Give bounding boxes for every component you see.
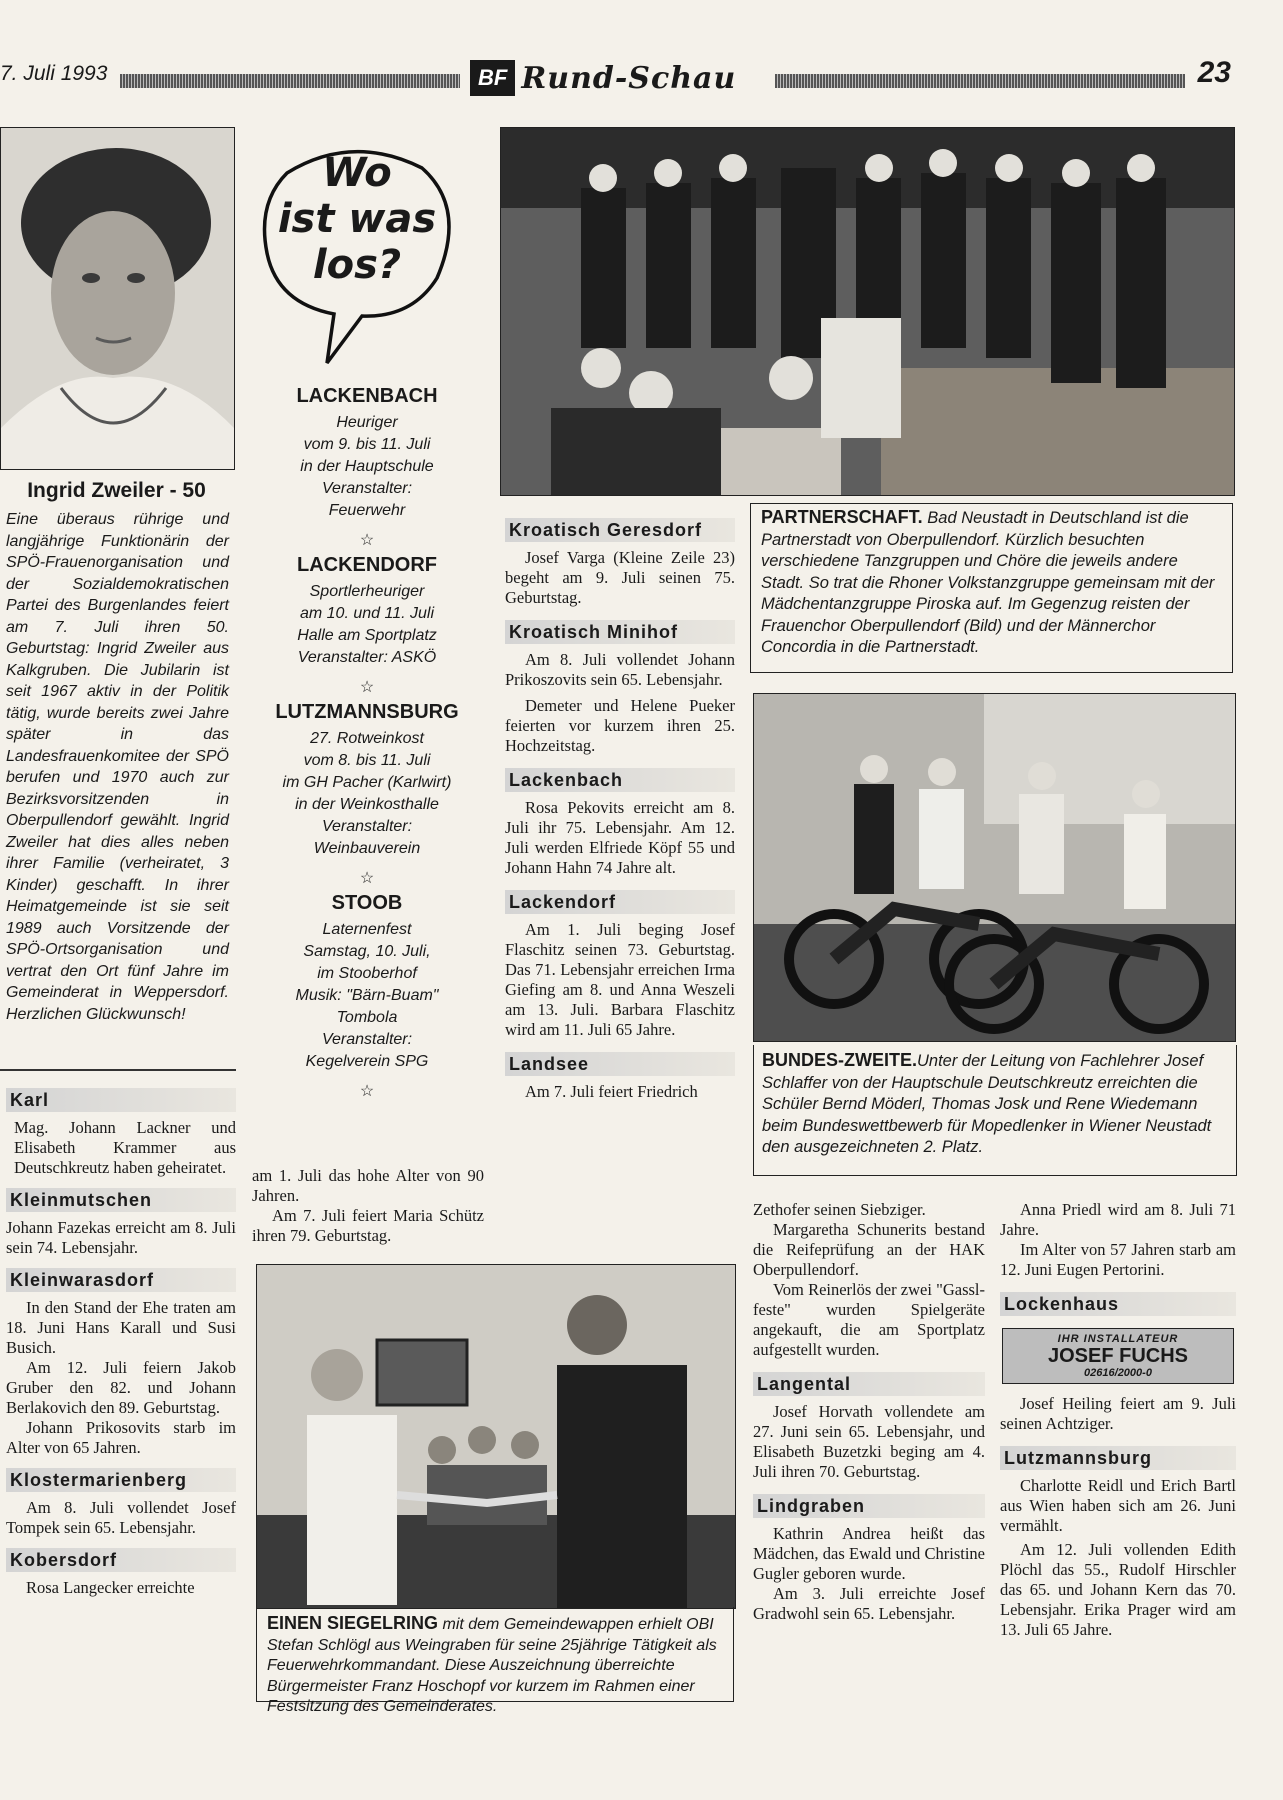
header-rule-left	[120, 74, 460, 88]
section-head-lockenhaus	[1000, 1292, 1236, 1316]
section-head-lutzmannsburg	[1000, 1446, 1236, 1470]
section-title: Klostermarienberg	[10, 1470, 188, 1490]
section-title: Lockenhaus	[1004, 1294, 1120, 1314]
portrait-photo	[0, 127, 235, 470]
event-line: im GH Pacher (Karlwirt)	[282, 774, 452, 791]
event-town: STOOB	[331, 892, 403, 914]
event-line: Halle am Sportplatz	[297, 627, 437, 644]
event-line: Musik: "Bärn-Buam"	[295, 987, 439, 1004]
news-item: Johann Fazekas erreicht am 8. Juli sein 74. Lebensjahr.	[6, 1218, 236, 1257]
event-line: Veranstalter:	[321, 1031, 413, 1048]
news-item: Mag. Johann Lackner und Elisabeth Krammer aus Deutschkreutz haben geheiratet.	[14, 1118, 236, 1177]
news-item: Josef Varga (Kleine Zeile 23) begeht am 9. Juli seinen 75. Geburtstag.	[505, 548, 735, 607]
section-head-lackenbach	[505, 768, 735, 792]
section-title: Kleinmutschen	[10, 1190, 153, 1210]
news-item: Josef Heiling feiert am 9. Juli seinen Achtziger.	[1000, 1394, 1236, 1433]
ad-phone: 02616/2000-0	[1084, 1367, 1152, 1379]
event-line: Weinbauverein	[313, 840, 421, 857]
section-title: Landsee	[509, 1054, 590, 1074]
section-head-lindgraben	[753, 1494, 985, 1518]
section-title: Kroatisch Geresdorf	[509, 520, 703, 540]
news-item: Johann Prikosovits starb im Alter von 65 Jahren.	[6, 1418, 236, 1457]
siegelring-caption	[267, 1613, 723, 1718]
event-line: im Stooberhof	[317, 965, 417, 982]
section-head-kroatisch-geresdorf	[505, 518, 735, 542]
portrait-caption-text: Eine überaus rührige und langjährige Funktionärin der SPÖ-Frauenorganisation und der Sozialdemokratischen Partei des Burgenlandes feiert am 7. Juli ihren 50. Geburtstag: Ingrid Zweiler aus Kalkgruben. Die Jubilarin ist seit 1967 aktiv in der Politik tätig, wurde bereits zwei Jahre später in das Landesfrauenkomitee der SPÖ berufen und 1970 auch zur Bezirksvorsitzenden in Oberpullendorf gewählt. Ingrid Zweiler hat dies alles neben ihrer Familie (verheiratet, 3 Kinder) geschafft. In ihrer Heimatgemeinde ist sie seit 1989 auch Vorsitzende der SPÖ-Ortsorganisation und vertrat den Ort fünf Jahre im Gemeinderat in Weppersdorf. Herzlichen Glückwunsch!	[6, 511, 229, 1023]
event-line: Kegelverein SPG	[305, 1053, 429, 1070]
event-line: in der Hauptschule	[300, 458, 434, 475]
event-line: Veranstalter: ASKÖ	[297, 649, 437, 666]
news-item: Am 1. Juli beging Josef Flaschitz seinen 73. Geburtstag. Das 71. Lebensjahr erreichen Irma Giefing am 8. und Anna Weszeli am 13. Juli. Barbara Flaschitz wird am 11. Juli 65 Jahre.	[505, 920, 735, 1039]
star-separator: ☆	[359, 870, 375, 887]
news-item: Kathrin Andrea heißt das Mädchen, das Ewald und Christine Gugler geboren wurde.	[753, 1524, 985, 1583]
event-line: 27. Rotweinkost	[310, 730, 424, 747]
section-title: Karl	[10, 1090, 50, 1110]
section-title: Langental	[757, 1374, 852, 1394]
event-town: LACKENDORF	[297, 554, 437, 576]
portrait-caption-title: Ingrid Zweiler - 50	[27, 479, 206, 502]
section-title: Lackendorf	[509, 892, 617, 912]
event-line: in der Weinkosthalle	[295, 796, 439, 813]
news-item: Im Alter von 57 Jahren starb am 12. Juni Eugen Pertorini.	[1000, 1240, 1236, 1279]
section-title: Kleinwarasdorf	[10, 1270, 155, 1290]
event-line: Feuerwehr	[328, 502, 406, 519]
siegelring-caption-text: mit dem Gemeindewappen erhielt OBI Stefan Schlögl aus Weingraben für seine 25jährige Tätigkeit als Feuerwehrkommandant. Diese Auszeichnung überreichte Bürgermeister Franz Hoschopf vor kurzem im Rahmen einer Festsitzung des Gemeinderates.	[267, 1616, 717, 1715]
event-line: Laternenfest	[322, 921, 412, 938]
news-item: Am 7. Juli feiert Maria Schütz ihren 79. Geburtstag.	[252, 1206, 484, 1245]
news-item: Charlotte Reidl und Erich Bartl aus Wien haben sich am 26. Juni vermählt.	[1000, 1476, 1236, 1535]
news-item: Am 7. Juli feiert Friedrich	[525, 1082, 698, 1101]
news-item: Rosa Langecker erreichte	[26, 1578, 195, 1597]
speech-bubble	[252, 138, 457, 378]
bundes-caption-text: Unter der Leitung von Fachlehrer Josef Schlaffer von der Hauptschule Deutschkreutz erreichten die Schüler Bernd Möderl, Thomas Josk und Rene Wiedemann beim Bundeswettbewerb für Mopedlenker in Wiener Neustadt den ausgezeichneten 2. Platz.	[762, 1052, 1212, 1156]
siegelring-photo	[256, 1264, 736, 1609]
masthead-title: Rund-Schau	[521, 60, 737, 96]
header-rule-right	[775, 74, 1185, 88]
partner-caption-text: Bad Neustadt in Deutschland ist die Partnerstadt von Oberpullendorf. Kürzlich besuchten verschiedene Tanzgruppen und Chöre die jeweils andere Stadt. So trat die Rhoner Volkstanzgruppe gemeinsam mit der Mädchentanzgruppe Piroska auf. Im Gegenzug reisten der Frauenchor Oberpullendorf (Bild) und der Männerchor Concordia in die Partnerstadt.	[761, 509, 1215, 656]
event-town: LUTZMANNSBURG	[275, 701, 459, 723]
event-details	[252, 919, 482, 1073]
partner-caption-box	[750, 503, 1233, 673]
event-line: am 10. und 11. Juli	[299, 605, 434, 622]
section-title: Kobersdorf	[10, 1550, 118, 1570]
news-item: Josef Horvath vollendete am 27. Juni sein 65. Lebensjahr, und Elisabeth Buzetzki beging am 4. Juli ihren 70. Geburtstag.	[753, 1402, 985, 1481]
section-head-klostermarienberg	[6, 1468, 236, 1492]
bubble-line-3: los?	[312, 242, 402, 288]
news-item: Am 12. Juli feiern Jakob Gruber den 82. und Johann Berlakovich den 89. Geburtstag.	[6, 1358, 236, 1417]
events-list	[252, 385, 482, 1105]
section-title: Lackenbach	[509, 770, 624, 790]
section-title: Lutzmannsburg	[1004, 1448, 1152, 1468]
events-col-continued	[252, 1166, 484, 1246]
event-line: Veranstalter:	[321, 818, 413, 835]
bubble-line-2: ist was	[277, 196, 437, 242]
star-separator: ☆	[359, 532, 375, 549]
event-details	[252, 412, 482, 522]
col5-news	[1000, 1200, 1236, 1640]
news-item: Margaretha Schunerits bestand die Reifeprüfung an der HAK Oberpullendorf.	[753, 1220, 985, 1279]
section-head-kleinwarasdorf	[6, 1268, 236, 1292]
bubble-line-1: Wo	[322, 150, 392, 196]
news-item: Am 3. Juli erreichte Josef Gradwohl sein 65. Lebensjahr.	[753, 1584, 985, 1623]
news-item: Vom Reinerlös der zwei "Gasslfeste" wurden Spielgeräte angekauft, die am Sportplatz aufgestellt wurden.	[753, 1280, 985, 1359]
section-head-kleinmutschen	[6, 1188, 236, 1212]
event-line: Tombola	[336, 1009, 398, 1026]
section-title: Kroatisch Minihof	[509, 622, 678, 642]
partner-caption-lead: PARTNERSCHAFT.	[761, 507, 923, 527]
ad-name: JOSEF FUCHS	[1047, 1345, 1189, 1367]
news-item: Rosa Pekovits erreicht am 8. Juli ihr 75. Lebensjahr. Am 12. Juli werden Elfriede Köpf 55 und Johann Hahn 74 Jahre alt.	[505, 798, 735, 877]
bundes-caption-frame	[753, 1045, 1237, 1176]
moped-photo	[753, 693, 1236, 1042]
section-head-kobersdorf	[6, 1548, 236, 1572]
news-item: Am 8. Juli vollendet Josef Tompek sein 65. Lebensjahr.	[6, 1498, 236, 1537]
event-line: Veranstalter:	[321, 480, 413, 497]
issue-date: 7. Juli 1993	[0, 62, 108, 85]
news-item: Am 12. Juli vollenden Edith Plöchl das 55., Rudolf Hirschler das 65. und Johann Kern das 70. Lebensjahr. Erika Prager wird am 13. Juli 65 Jahre.	[1000, 1540, 1236, 1639]
installer-ad	[1002, 1328, 1234, 1384]
event-line: vom 8. bis 11. Juli	[303, 752, 431, 769]
section-head-karl	[6, 1088, 236, 1112]
siegelring-caption-box	[256, 1607, 734, 1715]
page-number: 23	[1197, 56, 1231, 89]
section-title: Lindgraben	[757, 1496, 865, 1516]
news-item: Anna Priedl wird am 8. Juli 71 Jahre.	[1000, 1200, 1236, 1239]
section-head-lackendorf	[505, 890, 735, 914]
star-separator: ☆	[359, 1083, 375, 1100]
event-line: Sportlerheuriger	[309, 583, 425, 600]
col1-news	[6, 1088, 236, 1598]
event-line: Heuriger	[336, 414, 398, 431]
news-item: Demeter und Helene Pueker feierten vor kurzem ihren 25. Hochzeitstag.	[505, 696, 735, 755]
ad-tagline: IHR INSTALLATEUR	[1057, 1333, 1179, 1345]
section-head-langental	[753, 1372, 985, 1396]
news-item: Am 8. Juli vollendet Johann Prikoszovits sein 65. Lebensjahr.	[505, 650, 735, 689]
news-item: am 1. Juli das hohe Alter von 90 Jahren.	[252, 1166, 484, 1205]
news-item: Zethofer seinen Siebziger.	[753, 1200, 926, 1219]
partner-caption	[761, 507, 1222, 659]
event-town: LACKENBACH	[296, 385, 438, 407]
event-line: vom 9. bis 11. Juli	[303, 436, 431, 453]
column-divider	[0, 1069, 236, 1071]
portrait-caption	[0, 479, 233, 1025]
star-separator: ☆	[359, 679, 375, 696]
col4-news	[753, 1200, 985, 1624]
event-details	[252, 581, 482, 669]
section-head-landsee	[505, 1052, 735, 1076]
section-head-kroatisch-minihof	[505, 620, 735, 644]
news-item: In den Stand der Ehe traten am 18. Juni Hans Karall und Susi Busich.	[6, 1298, 236, 1357]
siegelring-caption-lead: EINEN SIEGELRING	[267, 1613, 439, 1633]
col3-news	[505, 518, 735, 1102]
masthead-logo	[470, 58, 760, 98]
masthead-mark: BF	[470, 60, 515, 96]
event-line: Samstag, 10. Juli,	[303, 943, 431, 960]
choir-photo	[500, 127, 1235, 496]
bundes-caption-lead: BUNDES-ZWEITE.	[762, 1050, 917, 1070]
event-details	[252, 728, 482, 860]
